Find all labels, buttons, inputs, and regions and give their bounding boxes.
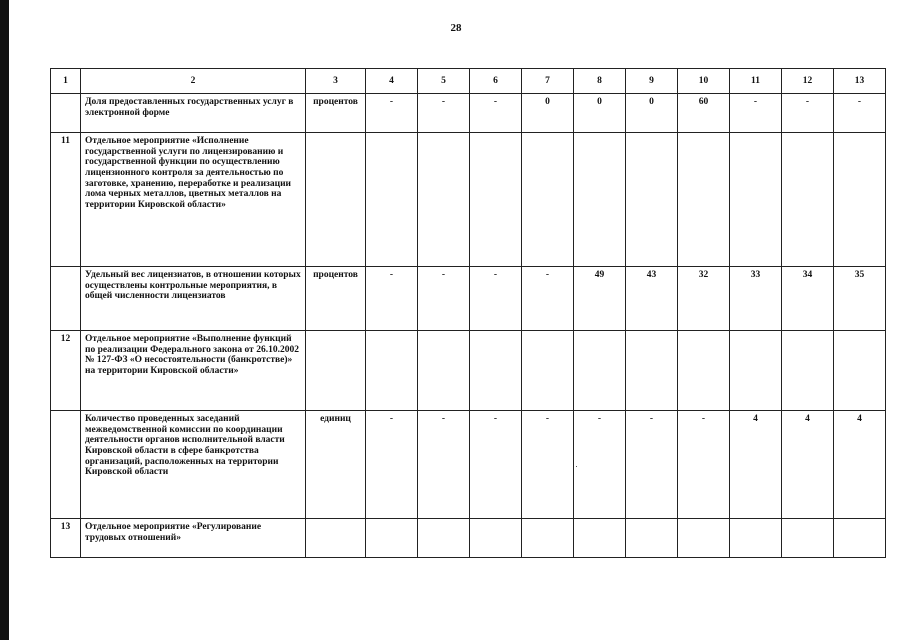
- row-description: Удельный вес лицензиатов, в отношении которых осуществлены контрольные мероприятия, в общей численности лицензиатов: [81, 267, 306, 331]
- row-value: [626, 133, 678, 267]
- header-cell: 13: [834, 69, 886, 94]
- row-value: 4: [782, 411, 834, 519]
- row-value: -: [366, 267, 418, 331]
- row-value: [522, 331, 574, 411]
- row-value: [574, 331, 626, 411]
- row-value: 4: [730, 411, 782, 519]
- row-value: 33: [730, 267, 782, 331]
- row-description: Количество проведенных заседаний межведомственной комиссии по координации деятельности органов исполнительной власти Кировской области в сфере банкротства организаций, расположенных на территории Кировской области: [81, 411, 306, 519]
- row-value: -: [626, 411, 678, 519]
- row-value: [626, 331, 678, 411]
- row-value: -: [470, 267, 522, 331]
- row-value: 35: [834, 267, 886, 331]
- row-value: [574, 133, 626, 267]
- row-value: 0: [574, 94, 626, 133]
- row-value: [782, 331, 834, 411]
- row-value: [366, 331, 418, 411]
- header-cell: 4: [366, 69, 418, 94]
- row-value: [678, 133, 730, 267]
- header-cell: 9: [626, 69, 678, 94]
- row-description: Отдельное мероприятие «Исполнение государственной услуги по лицензированию и государственной функции по осуществлению лицензионного контроля за деятельностью по заготовке, хранению, переработке и реализации лома черных металлов, цветных металлов на территории Кировской области»: [81, 133, 306, 267]
- row-value: [782, 133, 834, 267]
- row-value: -: [366, 411, 418, 519]
- row-value: [730, 133, 782, 267]
- row-value: [418, 331, 470, 411]
- header-cell: 11: [730, 69, 782, 94]
- row-value: 34: [782, 267, 834, 331]
- row-number: 13: [51, 519, 81, 558]
- row-unit: [306, 519, 366, 558]
- header-cell: 8: [574, 69, 626, 94]
- row-value: [678, 519, 730, 558]
- header-cell: 6: [470, 69, 522, 94]
- row-value: 32: [678, 267, 730, 331]
- row-number: [51, 94, 81, 133]
- table-row: [51, 411, 886, 519]
- row-value: [574, 519, 626, 558]
- table-row: [51, 133, 886, 267]
- row-value: [522, 519, 574, 558]
- row-number: 12: [51, 331, 81, 411]
- header-cell: 3: [306, 69, 366, 94]
- row-unit: единиц: [306, 411, 366, 519]
- row-value: [782, 519, 834, 558]
- row-value: 43: [626, 267, 678, 331]
- row-value: [730, 331, 782, 411]
- row-number: [51, 267, 81, 331]
- header-row: [51, 69, 886, 94]
- row-value: -: [574, 411, 626, 519]
- row-value: [470, 331, 522, 411]
- row-value: -: [678, 411, 730, 519]
- row-value: -: [730, 94, 782, 133]
- row-description: Отдельное мероприятие «Регулирование трудовых отношений»: [81, 519, 306, 558]
- table-row: [51, 267, 886, 331]
- row-value: [730, 519, 782, 558]
- row-unit: [306, 331, 366, 411]
- scan-edge-bar: [0, 0, 9, 640]
- row-value: [522, 133, 574, 267]
- row-value: -: [418, 411, 470, 519]
- table-row: [51, 519, 886, 558]
- header-cell: 10: [678, 69, 730, 94]
- indicators-table: [50, 68, 886, 558]
- row-value: -: [782, 94, 834, 133]
- row-value: -: [418, 94, 470, 133]
- row-unit: процентов: [306, 94, 366, 133]
- row-value: -: [522, 267, 574, 331]
- row-value: [418, 519, 470, 558]
- row-value: 0: [522, 94, 574, 133]
- row-unit: [306, 133, 366, 267]
- header-cell: 2: [81, 69, 306, 94]
- row-description: Отдельное мероприятие «Выполнение функций по реализации Федерального закона от 26.10.2002 № 127-ФЗ «О несостоятельности (банкротстве)» на территории Кировской области»: [81, 331, 306, 411]
- header-cell: 12: [782, 69, 834, 94]
- row-value: -: [522, 411, 574, 519]
- row-value: 49: [574, 267, 626, 331]
- row-value: -: [470, 411, 522, 519]
- row-value: [470, 133, 522, 267]
- row-value: [470, 519, 522, 558]
- page-number: 28: [450, 22, 462, 34]
- row-value: 60: [678, 94, 730, 133]
- row-value: [418, 133, 470, 267]
- row-value: [834, 331, 886, 411]
- row-value: [834, 519, 886, 558]
- row-value: [834, 133, 886, 267]
- row-value: [678, 331, 730, 411]
- row-value: [626, 519, 678, 558]
- header-cell: 7: [522, 69, 574, 94]
- table-row: [51, 331, 886, 411]
- row-description: Доля предоставленных государственных услуг в электронной форме: [81, 94, 306, 133]
- row-value: -: [366, 94, 418, 133]
- scan-speck: [576, 466, 577, 467]
- row-number: 11: [51, 133, 81, 267]
- row-value: [366, 133, 418, 267]
- row-unit: процентов: [306, 267, 366, 331]
- table-row: [51, 94, 886, 133]
- header-cell: 1: [51, 69, 81, 94]
- row-value: [366, 519, 418, 558]
- row-value: 4: [834, 411, 886, 519]
- row-value: -: [834, 94, 886, 133]
- header-cell: 5: [418, 69, 470, 94]
- row-value: -: [418, 267, 470, 331]
- row-value: 0: [626, 94, 678, 133]
- row-number: [51, 411, 81, 519]
- row-value: -: [470, 94, 522, 133]
